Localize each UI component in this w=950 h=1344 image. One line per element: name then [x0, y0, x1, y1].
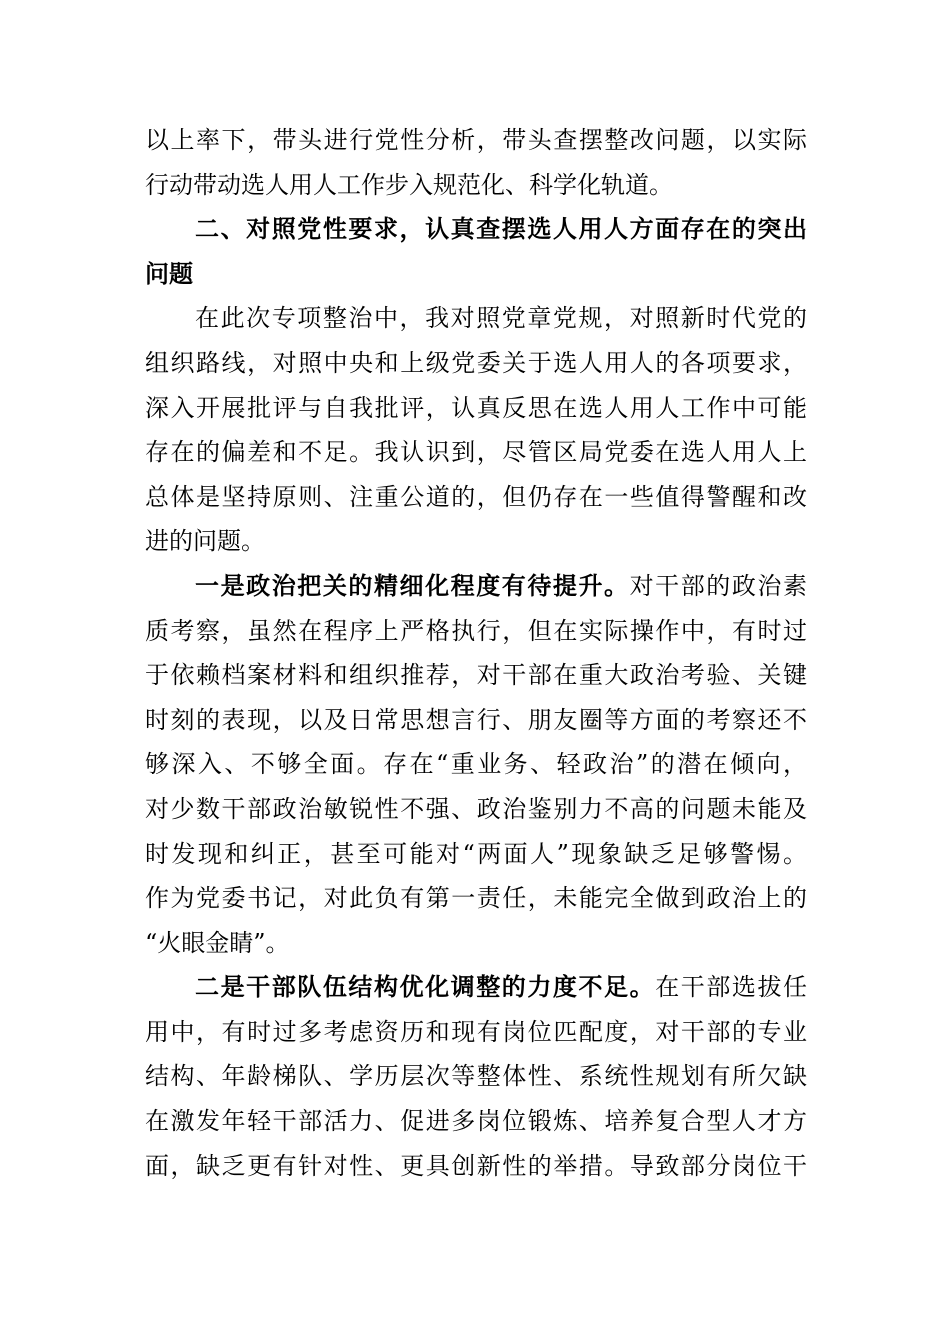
text-line: [145, 564, 807, 609]
body-text: 时刻的表现，以及日常思想言行、朋友圈等方面的考察还不: [145, 705, 807, 734]
text-line: [145, 1010, 807, 1055]
text-line: [145, 742, 807, 787]
bold-heading-text: 一是政治把关的精细化程度有待提升。: [195, 571, 630, 600]
body-text: 行动带动选人用人工作步入规范化、科学化轨道。: [145, 170, 673, 199]
document-page: [145, 118, 807, 1188]
body-text: 于依赖档案材料和组织推荐，对干部在重大政治考验、关键: [145, 661, 807, 690]
text-line: [145, 386, 807, 431]
text-line: [145, 163, 807, 208]
text-line: [145, 787, 807, 832]
body-text: 以上率下，带头进行党性分析，带头查摆整改问题，以实际: [145, 126, 807, 154]
body-text: 在激发年轻干部活力、促进多岗位锻炼、培养复合型人才方: [145, 1107, 807, 1136]
text-line: [145, 252, 807, 297]
body-text: 时发现和纠正，甚至可能对“两面人”现象缺乏足够警惕。: [145, 839, 807, 868]
text-line: [145, 876, 807, 921]
body-text: 总体是坚持原则、注重公道的，但仍存在一些值得警醒和改: [145, 482, 807, 511]
bold-heading-text: 二、对照党性要求，认真查摆选人用人方面存在的突出: [195, 215, 807, 244]
bold-heading-text: 二是干部队伍结构优化调整的力度不足。: [195, 973, 656, 1002]
text-line: [145, 296, 807, 341]
body-text: 用中，有时过多考虑资历和现有岗位匹配度，对干部的专业: [145, 1017, 807, 1046]
body-text: 深入开展批评与自我批评，认真反思在选人用人工作中可能: [145, 393, 807, 422]
body-text: 对少数干部政治敏锐性不强、政治鉴别力不高的问题未能及: [145, 794, 807, 823]
body-text: 进的问题。: [145, 527, 265, 556]
body-text: “火眼金睛”。: [145, 928, 290, 957]
bold-heading-text: 问题: [145, 259, 193, 288]
body-text: 对干部的政治素: [629, 571, 808, 600]
text-line: [145, 430, 807, 475]
body-text: 结构、年龄梯队、学历层次等整体性、系统性规划有所欠缺: [145, 1062, 807, 1091]
body-text: 在干部选拔任: [655, 973, 808, 1002]
text-line: [145, 341, 807, 386]
text-line: [145, 832, 807, 877]
body-text: 存在的偏差和不足。我认识到，尽管区局党委在选人用人上: [145, 438, 807, 467]
body-text: 在此次专项整治中，我对照党章党规，对照新时代党的: [195, 304, 807, 333]
body-text: 组织路线，对照中央和上级党委关于选人用人的各项要求，: [145, 348, 807, 377]
text-line: [145, 475, 807, 520]
text-line: [145, 965, 807, 1010]
body-text: 质考察，虽然在程序上严格执行，但在实际操作中，有时过: [145, 616, 807, 645]
body-text: 作为党委书记，对此负有第一责任，未能完全做到政治上的: [145, 884, 807, 913]
text-line: [145, 609, 807, 654]
text-line: [145, 698, 807, 743]
text-line: [145, 519, 807, 564]
text-line: [145, 207, 807, 252]
body-text: 够深入、不够全面。存在“重业务、轻政治”的潜在倾向，: [145, 750, 807, 779]
text-line: [145, 1144, 807, 1189]
body-text: 面，缺乏更有针对性、更具创新性的举措。导致部分岗位干: [145, 1151, 807, 1180]
text-line: [145, 653, 807, 698]
text-line: [145, 1054, 807, 1099]
text-line: [145, 118, 807, 163]
text-line: [145, 921, 807, 966]
text-line: [145, 1099, 807, 1144]
